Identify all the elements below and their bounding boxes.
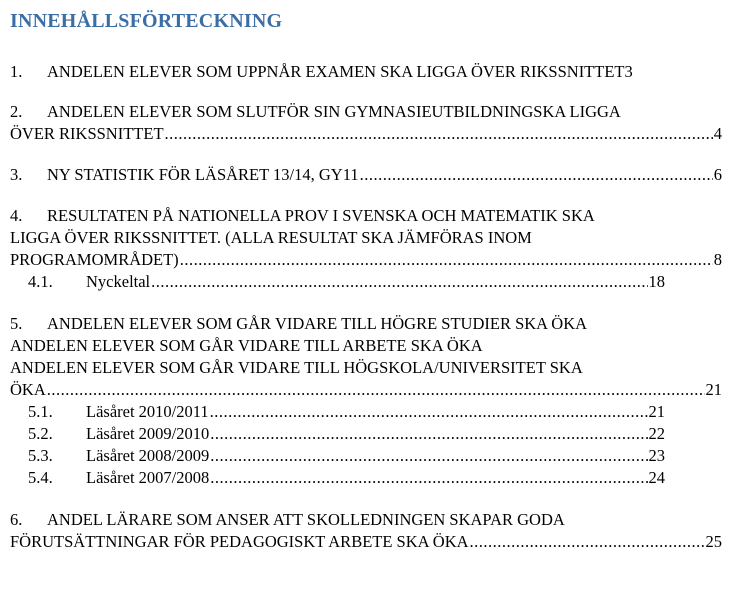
toc-entry-3-text-wrap — [10, 164, 359, 186]
toc-entry-5-leader — [47, 379, 705, 401]
toc-entry-6-number: 6. — [10, 510, 23, 529]
toc-entry-5-number: 5. — [10, 314, 23, 333]
toc-entry-6-text-line2: FÖRUTSÄTTNINGAR FÖR PEDAGOGISKT ARBETE SKA ÖKA — [10, 532, 469, 551]
toc-entry-2-line1[interactable] — [10, 101, 621, 123]
toc-entry-2-page: 4 — [713, 124, 722, 143]
toc-entry-5-page: 21 — [705, 380, 722, 399]
toc-entry-5-2-number: 5.2. — [28, 424, 53, 443]
toc-entry-5-3-leader — [210, 445, 647, 467]
toc-entry-5-3[interactable] — [28, 445, 665, 467]
toc-entry-5-1[interactable] — [28, 401, 665, 423]
toc-entry-4-number: 4. — [10, 206, 23, 225]
toc-entry-4-1-text: Nyckeltal — [86, 272, 151, 291]
toc-entry-5-1-text: Läsåret 2010/2011 — [86, 402, 209, 421]
toc-entry-5-2[interactable] — [28, 423, 665, 445]
toc-entry-5-2-leader — [210, 423, 647, 445]
toc-entry-2-text-line2: ÖVER RIKSSNITTET — [10, 124, 164, 143]
toc-entry-2-text-line1: ANDELEN ELEVER SOM SLUTFÖR SIN GYMNASIEUTBILDNINGSKA LIGGA — [47, 102, 621, 121]
toc-entry-5-line1[interactable] — [10, 313, 587, 335]
toc-entry-5-text-line2: ANDELEN ELEVER SOM GÅR VIDARE TILL ARBETE SKA ÖKA — [10, 336, 483, 355]
toc-entry-5-1-number: 5.1. — [28, 402, 53, 421]
toc-entry-6-text-line1: ANDEL LÄRARE SOM ANSER ATT SKOLLEDNINGEN SKAPAR GODA — [47, 510, 565, 529]
toc-heading: INNEHÅLLSFÖRTECKNING — [10, 10, 283, 32]
toc-entry-4-text-line1: RESULTATEN PÅ NATIONELLA PROV I SVENSKA OCH MATEMATIK SKA — [47, 206, 595, 225]
toc-entry-1-number: 1. — [10, 62, 23, 81]
toc-entry-6-line2[interactable] — [10, 531, 722, 553]
toc-entry-5-2-page: 22 — [648, 424, 665, 443]
toc-entry-4-1-text-wrap — [28, 271, 150, 293]
toc-entry-6-leader — [470, 531, 705, 553]
toc-entry-4-line1[interactable] — [10, 205, 595, 227]
toc-entry-4-text-line2: LIGGA ÖVER RIKSSNITTET. (ALLA RESULTAT SKA JÄMFÖRAS INOM — [10, 228, 532, 247]
toc-entry-5-text-line3: ANDELEN ELEVER SOM GÅR VIDARE TILL HÖGSKOLA/UNIVERSITET SKA — [10, 358, 583, 377]
toc-entry-3-page: 6 — [713, 165, 722, 184]
toc-entry-5-2-text-wrap — [28, 423, 209, 445]
toc-entry-4-line3[interactable] — [10, 249, 722, 271]
toc-entry-2-line2[interactable] — [10, 123, 722, 145]
toc-entry-1[interactable] — [10, 61, 633, 83]
toc-entry-5-4-number: 5.4. — [28, 468, 53, 487]
toc-entry-5-2-text: Läsåret 2009/2010 — [86, 424, 210, 443]
toc-entry-1-text: ANDELEN ELEVER SOM UPPNÅR EXAMEN SKA LIGGA ÖVER RIKSSNITTET — [47, 62, 625, 81]
toc-entry-5-3-text-wrap — [28, 445, 209, 467]
toc-entry-4-1-page: 18 — [648, 272, 665, 291]
toc-entry-6-page: 25 — [705, 532, 722, 551]
toc-entry-5-3-text: Läsåret 2008/2009 — [86, 446, 210, 465]
toc-entry-5-line2 — [10, 335, 483, 357]
toc-entry-3-number: 3. — [10, 165, 23, 184]
toc-entry-4-1-number: 4.1. — [28, 272, 53, 291]
toc-entry-3[interactable] — [10, 164, 722, 186]
toc-entry-3-text: NY STATISTIK FÖR LÄSÅRET 13/14, GY11 — [47, 165, 359, 184]
toc-entry-5-4-text: Läsåret 2007/2008 — [86, 468, 210, 487]
toc-entry-5-3-number: 5.3. — [28, 446, 53, 465]
toc-entry-5-4-text-wrap — [28, 467, 209, 489]
toc-entry-5-line3 — [10, 357, 583, 379]
toc-entry-2-number: 2. — [10, 102, 23, 121]
toc-entry-4-1-leader — [151, 271, 647, 293]
toc-entry-5-1-text-wrap — [28, 401, 209, 423]
toc-entry-5-4[interactable] — [28, 467, 665, 489]
toc-entry-5-1-page: 21 — [648, 402, 665, 421]
toc-entry-1-page: 3 — [624, 62, 633, 81]
toc-entry-4-leader — [180, 249, 713, 271]
toc-entry-5-text-line4: ÖKA — [10, 380, 46, 399]
toc-entry-3-leader — [360, 164, 713, 186]
toc-entry-4-text-line3: PROGRAMOMRÅDET) — [10, 250, 179, 269]
toc-entry-5-3-page: 23 — [648, 446, 665, 465]
toc-entry-5-4-leader — [210, 467, 647, 489]
toc-entry-5-line4[interactable] — [10, 379, 722, 401]
toc-entry-4-line2 — [10, 227, 532, 249]
toc-entry-2-leader — [165, 123, 713, 145]
toc-entry-5-4-page: 24 — [648, 468, 665, 487]
toc-entry-4-page: 8 — [713, 250, 722, 269]
toc-entry-4-1[interactable] — [28, 271, 665, 293]
toc-entry-5-1-leader — [210, 401, 648, 423]
toc-entry-6-line1[interactable] — [10, 509, 565, 531]
toc-entry-5-text-line1: ANDELEN ELEVER SOM GÅR VIDARE TILL HÖGRE STUDIER SKA ÖKA — [47, 314, 588, 333]
